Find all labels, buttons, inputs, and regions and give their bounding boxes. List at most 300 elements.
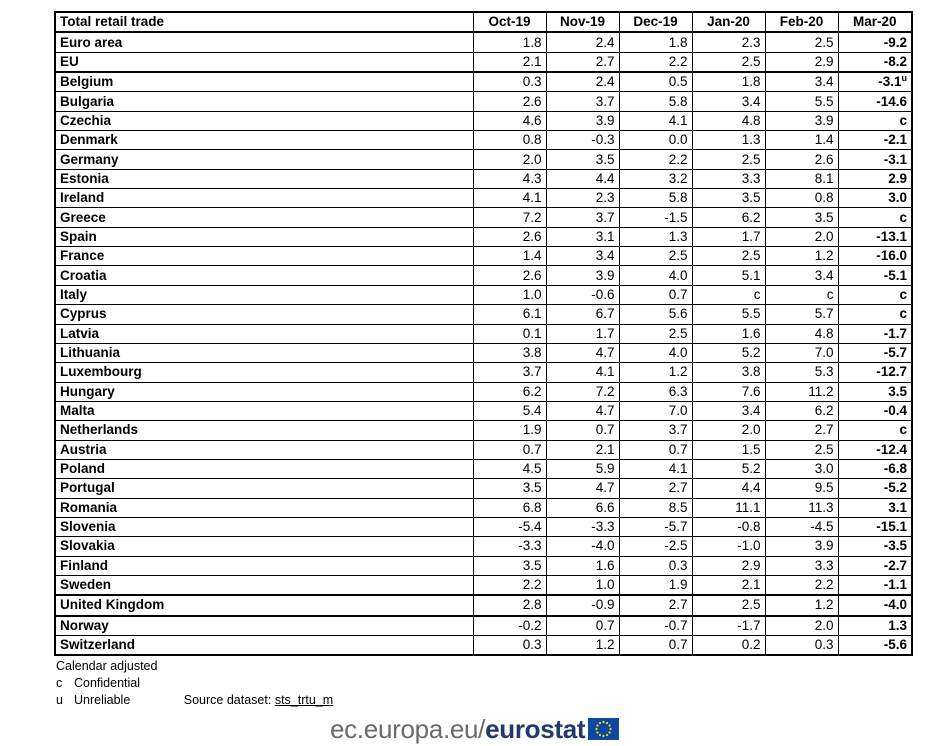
cell-value: 3.5 [522, 480, 542, 496]
cell-value: -8.2 [883, 53, 907, 69]
cell-value: 2.2 [814, 577, 834, 593]
cell-value: -1.7 [737, 617, 761, 633]
cell-value: c [826, 286, 834, 302]
value-cell-latest [838, 72, 912, 92]
value-cell [473, 324, 546, 343]
value-cell [546, 401, 619, 420]
cell-value: 3.5 [814, 209, 834, 225]
value-cell [546, 616, 619, 636]
cell-value: 1.4 [814, 132, 834, 148]
cell-value: c [899, 306, 907, 322]
country-cell: Portugal [55, 479, 473, 498]
cell-value: 0.2 [741, 637, 761, 653]
value-cell [765, 575, 838, 595]
cell-value: 4.7 [595, 345, 615, 361]
value-cell [473, 266, 546, 285]
value-cell [765, 131, 838, 150]
eurostat-logo [330, 712, 619, 746]
country-cell: France [55, 247, 473, 266]
cell-value: 3.7 [522, 364, 542, 380]
cell-value: -9.2 [883, 34, 907, 50]
value-cell [765, 324, 838, 343]
value-cell [765, 285, 838, 304]
column-header: Feb-20 [765, 12, 838, 32]
cell-value: 4.1 [668, 461, 688, 477]
value-cell [619, 305, 692, 324]
value-cell [692, 616, 765, 636]
cell-value: 6.8 [522, 499, 542, 515]
cell-value: 7.6 [741, 383, 761, 399]
value-cell [546, 324, 619, 343]
value-cell-latest [838, 440, 912, 459]
country-cell: Spain [55, 227, 473, 246]
value-cell [619, 575, 692, 595]
cell-value: 1.2 [595, 637, 615, 653]
cell-value: 3.5 [741, 190, 761, 206]
country-cell: Croatia [55, 266, 473, 285]
value-cell [546, 131, 619, 150]
cell-value: 0.0 [668, 132, 688, 148]
cell-value: 1.4 [522, 248, 542, 264]
value-cell-latest [838, 247, 912, 266]
value-cell [473, 363, 546, 382]
value-cell-latest [838, 479, 912, 498]
value-cell [473, 285, 546, 304]
value-cell [765, 636, 838, 656]
cell-value: 1.2 [814, 597, 834, 613]
cell-value: 4.7 [595, 403, 615, 419]
value-cell [619, 189, 692, 208]
cell-value: 6.2 [522, 383, 542, 399]
value-cell [765, 32, 838, 52]
value-cell [546, 150, 619, 169]
table-row [55, 517, 912, 536]
cell-value: 3.1 [595, 228, 615, 244]
cell-value: 2.2 [522, 577, 542, 593]
value-cell [473, 247, 546, 266]
value-cell-latest [838, 285, 912, 304]
cell-value: 0.3 [522, 637, 542, 653]
value-cell [619, 440, 692, 459]
cell-value: 2.7 [668, 480, 688, 496]
value-cell [692, 498, 765, 517]
value-cell [692, 208, 765, 227]
value-cell [619, 616, 692, 636]
cell-value: -0.4 [883, 403, 907, 419]
value-cell [692, 32, 765, 52]
value-cell [692, 421, 765, 440]
cell-value: 4.1 [595, 364, 615, 380]
note-code: c [56, 676, 63, 690]
value-cell-latest [838, 575, 912, 595]
cell-value: -3.5 [883, 538, 907, 554]
value-cell [619, 247, 692, 266]
cell-value: 0.7 [595, 617, 615, 633]
source-dataset [184, 692, 333, 709]
brand-name: eurostat [485, 713, 586, 744]
country-cell: Austria [55, 440, 473, 459]
country-cell: Switzerland [55, 636, 473, 656]
value-cell [473, 498, 546, 517]
star-icon [603, 735, 605, 737]
value-cell [546, 227, 619, 246]
country-cell: Greece [55, 208, 473, 227]
country-cell: Lithuania [55, 343, 473, 362]
cell-value: 1.9 [668, 577, 688, 593]
table-header-row [55, 12, 912, 32]
value-cell [546, 247, 619, 266]
eu-flag-icon [588, 718, 619, 740]
cell-value: -6.8 [883, 461, 907, 477]
cell-value: 4.1 [668, 112, 688, 128]
note-unreliable [56, 692, 333, 709]
country-cell: Cyprus [55, 305, 473, 324]
cell-value: 3.5 [888, 383, 907, 399]
cell-value: -4.0 [883, 597, 907, 613]
star-icon [609, 724, 611, 726]
cell-value: 1.0 [595, 577, 615, 593]
value-cell-latest [838, 32, 912, 52]
cell-value: 5.5 [814, 93, 834, 109]
cell-value: -1.1 [883, 577, 907, 593]
star-icon [599, 734, 601, 736]
cell-value: 2.7 [595, 53, 615, 69]
value-cell [619, 131, 692, 150]
cell-value: 11.2 [808, 383, 834, 399]
value-cell [692, 575, 765, 595]
country-cell: Netherlands [55, 421, 473, 440]
cell-value: 3.8 [522, 345, 542, 361]
cell-value: 3.9 [814, 112, 834, 128]
table-row [55, 556, 912, 575]
table-row [55, 459, 912, 478]
cell-value: 3.4 [814, 74, 834, 90]
value-cell [692, 636, 765, 656]
cell-value: -0.6 [591, 286, 615, 302]
cell-value: c [899, 286, 907, 302]
value-cell [765, 537, 838, 556]
table-row [55, 111, 912, 130]
value-cell [765, 498, 838, 517]
country-cell: United Kingdom [55, 595, 473, 615]
value-cell [619, 324, 692, 343]
cell-value: 4.1 [522, 190, 542, 206]
value-cell [473, 72, 546, 92]
value-cell [546, 189, 619, 208]
cell-value: 2.6 [522, 93, 542, 109]
cell-value: 4.0 [668, 267, 688, 283]
cell-value: 7.2 [595, 383, 615, 399]
value-cell [473, 111, 546, 130]
star-icon [597, 724, 599, 726]
cell-value: 0.5 [668, 74, 688, 90]
value-cell [619, 537, 692, 556]
table-row [55, 285, 912, 304]
cell-value: c [899, 112, 907, 128]
value-cell [473, 208, 546, 227]
value-cell [765, 189, 838, 208]
country-cell: Czechia [55, 111, 473, 130]
table-title: Total retail trade [55, 12, 473, 32]
cell-value: 4.4 [595, 170, 615, 186]
table-row [55, 440, 912, 459]
cell-value: 3.3 [741, 170, 761, 186]
cell-value: 1.6 [595, 557, 615, 573]
value-cell [765, 92, 838, 111]
cell-value: 2.0 [522, 151, 542, 167]
cell-value: 3.9 [595, 112, 615, 128]
cell-value: 11.1 [735, 499, 761, 515]
cell-value: 5.8 [668, 190, 688, 206]
value-cell [546, 169, 619, 188]
cell-value: 2.5 [741, 248, 761, 264]
note-code: u [56, 693, 63, 707]
value-cell [473, 517, 546, 536]
value-cell [546, 343, 619, 362]
value-cell [765, 517, 838, 536]
cell-value: 1.3 [741, 132, 761, 148]
value-cell [546, 266, 619, 285]
value-cell [546, 32, 619, 52]
cell-value: 2.6 [522, 228, 542, 244]
table-row [55, 131, 912, 150]
table-row [55, 363, 912, 382]
value-cell [692, 111, 765, 130]
cell-value: 1.8 [668, 34, 688, 50]
value-cell [619, 32, 692, 52]
value-cell [546, 52, 619, 72]
cell-value: 0.7 [668, 637, 688, 653]
value-cell [765, 72, 838, 92]
value-cell [546, 498, 619, 517]
value-cell [619, 479, 692, 498]
cell-value: 3.3 [814, 557, 834, 573]
country-cell: Germany [55, 150, 473, 169]
cell-value: -0.9 [591, 597, 615, 613]
star-icon [606, 722, 608, 724]
value-cell [473, 189, 546, 208]
value-cell [765, 305, 838, 324]
cell-value: 5.7 [814, 306, 834, 322]
value-cell [692, 92, 765, 111]
star-icon [596, 728, 598, 730]
value-cell [765, 247, 838, 266]
source-label: Source dataset: [183, 693, 272, 707]
value-cell [692, 247, 765, 266]
cell-value: 1.8 [522, 34, 542, 50]
cell-value: 5.4 [522, 403, 542, 419]
cell-value: 0.1 [522, 325, 542, 341]
star-icon [610, 728, 612, 730]
value-cell [692, 324, 765, 343]
value-cell [765, 208, 838, 227]
value-cell [619, 401, 692, 420]
country-cell: EU [55, 52, 473, 72]
value-cell [765, 459, 838, 478]
cell-value: 5.8 [668, 93, 688, 109]
cell-value: 1.3 [888, 617, 907, 633]
value-cell [692, 401, 765, 420]
country-cell: Luxembourg [55, 363, 473, 382]
value-cell [692, 537, 765, 556]
cell-value: 2.9 [741, 557, 761, 573]
cell-value: 0.3 [522, 74, 542, 90]
value-cell-latest [838, 150, 912, 169]
value-cell [473, 52, 546, 72]
value-cell [692, 459, 765, 478]
table-row [55, 421, 912, 440]
cell-value: -3.3 [591, 519, 615, 535]
value-cell [546, 636, 619, 656]
value-cell [692, 169, 765, 188]
value-cell [765, 401, 838, 420]
country-cell: Finland [55, 556, 473, 575]
column-header: Dec-19 [619, 12, 692, 32]
cell-value: 2.6 [814, 151, 834, 167]
value-cell [619, 169, 692, 188]
value-cell [692, 305, 765, 324]
cell-value: 2.5 [668, 248, 688, 264]
table-row [55, 595, 912, 615]
cell-value: 7.2 [522, 209, 542, 225]
cell-value: 4.7 [595, 480, 615, 496]
cell-value: 3.2 [668, 170, 688, 186]
table-row [55, 305, 912, 324]
table-row [55, 575, 912, 595]
value-cell [473, 421, 546, 440]
cell-value: 9.5 [814, 480, 834, 496]
cell-value: 2.9 [888, 170, 907, 186]
value-cell-latest [838, 616, 912, 636]
source-dataset-link[interactable]: sts_trtu_m [274, 693, 334, 707]
cell-value: -2.5 [664, 538, 688, 554]
cell-value: 2.6 [522, 267, 542, 283]
cell-value: 5.1 [741, 267, 761, 283]
value-cell-latest [838, 266, 912, 285]
cell-value: 3.7 [668, 422, 688, 438]
country-cell: Italy [55, 285, 473, 304]
value-cell [619, 517, 692, 536]
cell-value: 1.3 [668, 228, 688, 244]
value-cell [546, 92, 619, 111]
table-row [55, 479, 912, 498]
value-cell [473, 92, 546, 111]
value-cell [619, 150, 692, 169]
value-cell [692, 382, 765, 401]
value-cell [692, 479, 765, 498]
value-cell [473, 343, 546, 362]
value-cell [619, 227, 692, 246]
value-cell [619, 421, 692, 440]
star-icon [599, 722, 601, 724]
value-cell [765, 616, 838, 636]
cell-value: -4.0 [591, 538, 615, 554]
cell-value: 1.9 [522, 422, 542, 438]
value-cell-latest [838, 382, 912, 401]
value-cell [619, 363, 692, 382]
value-cell [473, 305, 546, 324]
star-icon [597, 731, 599, 733]
table-row [55, 227, 912, 246]
cell-value: 6.3 [668, 383, 688, 399]
value-cell [765, 111, 838, 130]
cell-value: 5.2 [741, 345, 761, 361]
value-cell [692, 595, 765, 615]
note-label: Unreliable [74, 693, 131, 707]
table-row [55, 169, 912, 188]
cell-value: 2.4 [595, 74, 615, 90]
value-cell [765, 421, 838, 440]
cell-value: 2.0 [814, 228, 834, 244]
value-cell [692, 150, 765, 169]
country-cell: Hungary [55, 382, 473, 401]
value-cell-latest [838, 169, 912, 188]
cell-value: 2.3 [595, 190, 615, 206]
value-cell [765, 169, 838, 188]
value-cell [473, 150, 546, 169]
country-cell: Norway [55, 616, 473, 636]
table-row [55, 150, 912, 169]
cell-value: 1.7 [595, 325, 615, 341]
value-cell [546, 595, 619, 615]
value-cell [765, 343, 838, 362]
brand-url: ec.europa.eu/ [330, 713, 486, 744]
cell-value: 2.0 [741, 422, 761, 438]
cell-value: 8.5 [668, 499, 688, 515]
cell-value: 5.6 [668, 306, 688, 322]
cell-value: 2.4 [595, 34, 615, 50]
value-cell [619, 343, 692, 362]
value-cell-latest [838, 343, 912, 362]
table-row [55, 189, 912, 208]
cell-value: 6.7 [595, 306, 615, 322]
value-cell [473, 479, 546, 498]
cell-value: -0.2 [518, 617, 542, 633]
value-cell [546, 575, 619, 595]
value-cell [473, 636, 546, 656]
cell-value: 6.2 [741, 209, 761, 225]
star-icon [603, 721, 605, 723]
table-row [55, 343, 912, 362]
cell-value: -1.0 [737, 538, 761, 554]
cell-value: 1.0 [522, 286, 542, 302]
cell-value: c [753, 286, 761, 302]
table-row [55, 266, 912, 285]
cell-value: 2.2 [668, 151, 688, 167]
cell-value: 3.7 [595, 209, 615, 225]
cell-value: c [899, 209, 907, 225]
value-cell-latest [838, 111, 912, 130]
cell-value: 5.2 [741, 461, 761, 477]
value-cell [692, 556, 765, 575]
value-cell-latest [838, 52, 912, 72]
value-cell [546, 111, 619, 130]
cell-value: -2.1 [883, 132, 907, 148]
cell-value: 3.7 [595, 93, 615, 109]
value-cell-latest [838, 595, 912, 615]
country-cell: Belgium [55, 72, 473, 92]
value-cell [473, 227, 546, 246]
value-cell [765, 150, 838, 169]
value-cell [765, 382, 838, 401]
value-cell [546, 517, 619, 536]
value-cell [619, 459, 692, 478]
cell-value: 3.4 [741, 403, 761, 419]
cell-value: 4.6 [522, 112, 542, 128]
value-cell [765, 266, 838, 285]
cell-value: 3.0 [814, 461, 834, 477]
value-cell [765, 479, 838, 498]
